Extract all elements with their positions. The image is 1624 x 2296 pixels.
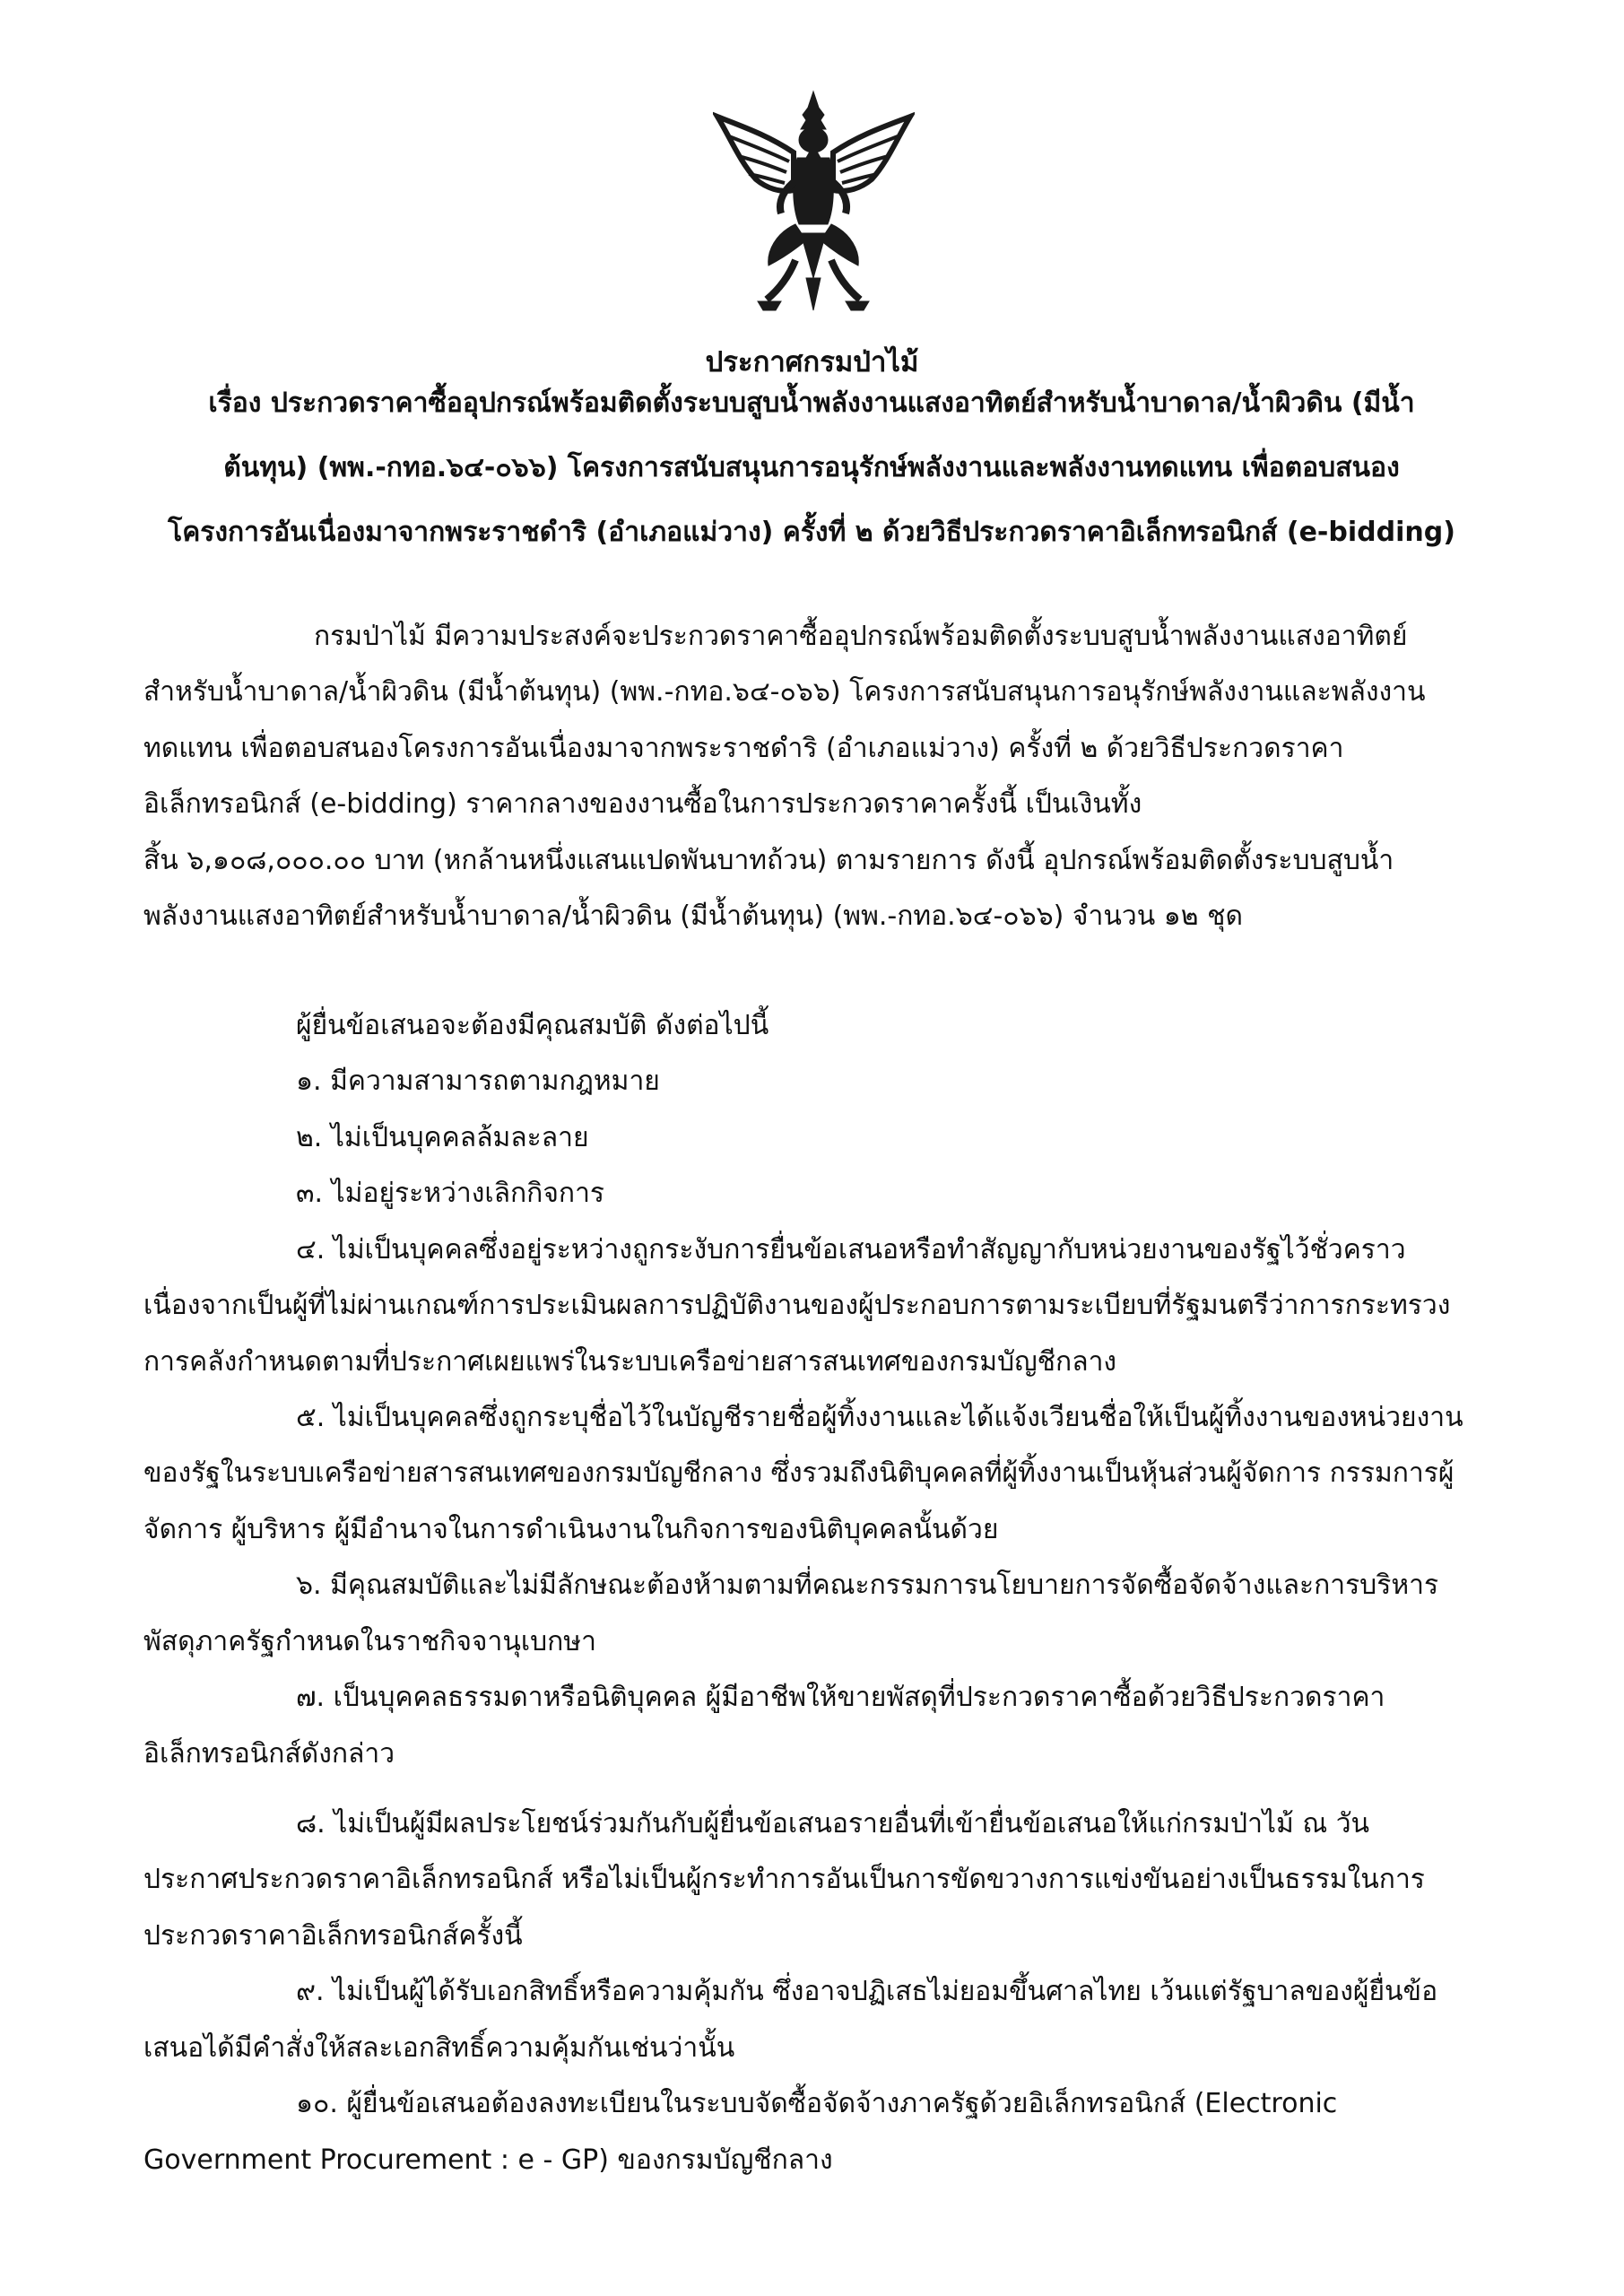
qualification-item-1: ๑. มีความสามารถตามกฎหมาย [296,1065,660,1097]
intro-line-4: อิเล็กทรอนิกส์ (e-bidding) ราคากลางของงานซื้อในการประกวดราคาครั้งนี้ เป็นเงินทั้ง [143,788,1142,820]
qualification-item-10-line-2: Government Procurement : e - GP) ของกรมบัญชีกลาง [143,2144,833,2176]
garuda-emblem-icon [713,90,915,314]
subject-line-1: เรื่อง ประกวดราคาซื้ออุปกรณ์พร้อมติดตั้งระบบสูบน้ำพลังงานแสงอาทิตย์สำหรับน้ำบาดาล/น้ำผิวดิน (มีน้ำ [208,387,1415,419]
qualification-item-9-line-1: ๙. ไม่เป็นผู้ได้รับเอกสิทธิ์หรือความคุ้มกัน ซึ่งอาจปฏิเสธไม่ยอมขึ้นศาลไทย เว้นแต่รัฐบาลของผู้ยื่นข้อ [296,1976,1438,2007]
qualification-item-6-line-1: ๖. มีคุณสมบัติและไม่มีลักษณะต้องห้ามตามที่คณะกรรมการนโยบายการจัดซื้อจัดจ้างและการบริหาร [296,1570,1439,1601]
qualification-item-4-line-2: เนื่องจากเป็นผู้ที่ไม่ผ่านเกณฑ์การประเมินผลการปฏิบัติงานของผู้ประกอบการตามระเบียบที่รัฐมนตรีว่าการกระทรวง [143,1290,1451,1321]
qualification-item-5-line-3: จัดการ ผู้บริหาร ผู้มีอำนาจในการดำเนินงานในกิจการของนิติบุคคลนั้นด้วย [143,1514,999,1545]
qualification-item-6-line-2: พัสดุภาครัฐกำหนดในราชกิจจานุเบกษา [143,1626,596,1657]
intro-line-2: สำหรับน้ำบาดาล/น้ำผิวดิน (มีน้ำต้นทุน) (พพ.-กทอ.๖๔-๐๖๖) โครงการสนับสนุนการอนุรักษ์พลังงานและพลังงาน [143,676,1426,708]
qualification-item-3: ๓. ไม่อยู่ระหว่างเลิกกิจการ [296,1178,605,1209]
qualification-item-5-line-1: ๕. ไม่เป็นบุคคลซึ่งถูกระบุชื่อไว้ในบัญชีรายชื่อผู้ทิ้งงานและได้แจ้งเวียนชื่อให้เป็นผู้ทิ้งงานของหน่วยงาน [296,1402,1463,1433]
subject-line-2: ต้นทุน) (พพ.-กทอ.๖๔-๐๖๖) โครงการสนับสนุนการอนุรักษ์พลังงานและพลังงานทดแทน เพื่อตอบสนอง [223,452,1400,483]
qualification-item-4-line-1: ๔. ไม่เป็นบุคคลซึ่งอยู่ระหว่างถูกระงับการยื่นข้อเสนอหรือทำสัญญากับหน่วยงานของรัฐไว้ชั่วคราว [296,1234,1406,1265]
qualification-item-9-line-2: เสนอได้มีคำสั่งให้สละเอกสิทธิ์ความคุ้มกันเช่นว่านั้น [143,2032,735,2064]
subject-line-3: โครงการอันเนื่องมาจากพระราชดำริ (อำเภอแม่วาง) ครั้งที่ ๒ ด้วยวิธีประกวดราคาอิเล็กทรอนิกส์ (e-bidding) [168,517,1455,548]
qualification-item-7-line-1: ๗. เป็นบุคคลธรรมดาหรือนิติบุคคล ผู้มีอาชีพให้ขายพัสดุที่ประกวดราคาซื้อด้วยวิธีประกวดราคา [296,1682,1385,1713]
qualifications-heading: ผู้ยื่นข้อเสนอจะต้องมีคุณสมบัติ ดังต่อไปนี้ [296,1010,769,1041]
qualification-item-10-line-1: ๑๐. ผู้ยื่นข้อเสนอต้องลงทะเบียนในระบบจัดซื้อจัดจ้างภาครัฐด้วยอิเล็กทรอนิกส์ (Electronic [296,2088,1338,2119]
qualification-item-4-line-3: การคลังกำหนดตามที่ประกาศเผยแพร่ในระบบเครือข่ายสารสนเทศของกรมบัญชีกลาง [143,1346,1117,1378]
qualification-item-7-line-2: อิเล็กทรอนิกส์ดังกล่าว [143,1738,395,1770]
qualification-item-5-line-2: ของรัฐในระบบเครือข่ายสารสนเทศของกรมบัญชีกลาง ซึ่งรวมถึงนิติบุคคลที่ผู้ทิ้งงานเป็นหุ้นส่วนผู้จัดการ กรรมการผู้ [143,1457,1455,1489]
qualification-item-8-line-2: ประกาศประกวดราคาอิเล็กทรอนิกส์ หรือไม่เป็นผู้กระทำการอันเป็นการขัดขวางการแข่งขันอย่างเป็นธรรมในการ [143,1864,1425,1895]
intro-line-6: พลังงานแสงอาทิตย์สำหรับน้ำบาดาล/น้ำผิวดิน (มีน้ำต้นทุน) (พพ.-กทอ.๖๔-๐๖๖) จำนวน ๑๒ ชุด [143,900,1243,932]
intro-line-5: สิ้น ๖,๑๐๘,๐๐๐.๐๐ บาท (หกล้านหนึ่งแสนแปดพันบาทถ้วน) ตามรายการ ดังนี้ อุปกรณ์พร้อมติดตั้งระบบสูบน้ำ [143,845,1394,876]
agency-title: ประกาศกรมป่าไม้ [705,346,919,378]
qualification-item-8-line-3: ประกวดราคาอิเล็กทรอนิกส์ครั้งนี้ [143,1920,523,1952]
qualification-item-8-line-1: ๘. ไม่เป็นผู้มีผลประโยชน์ร่วมกันกับผู้ยื่นข้อเสนอรายอื่นที่เข้ายื่นข้อเสนอให้แก่กรมป่าไม้ ณ วัน [296,1808,1370,1839]
qualification-item-2: ๒. ไม่เป็นบุคคลล้มละลาย [296,1122,589,1153]
intro-line-1: กรมป่าไม้ มีความประสงค์จะประกวดราคาซื้ออุปกรณ์พร้อมติดตั้งระบบสูบน้ำพลังงานแสงอาทิตย์ [314,621,1408,652]
intro-line-3: ทดแทน เพื่อตอบสนองโครงการอันเนื่องมาจากพระราชดำริ (อำเภอแม่วาง) ครั้งที่ ๒ ด้วยวิธีประกวดราคา [143,733,1344,764]
